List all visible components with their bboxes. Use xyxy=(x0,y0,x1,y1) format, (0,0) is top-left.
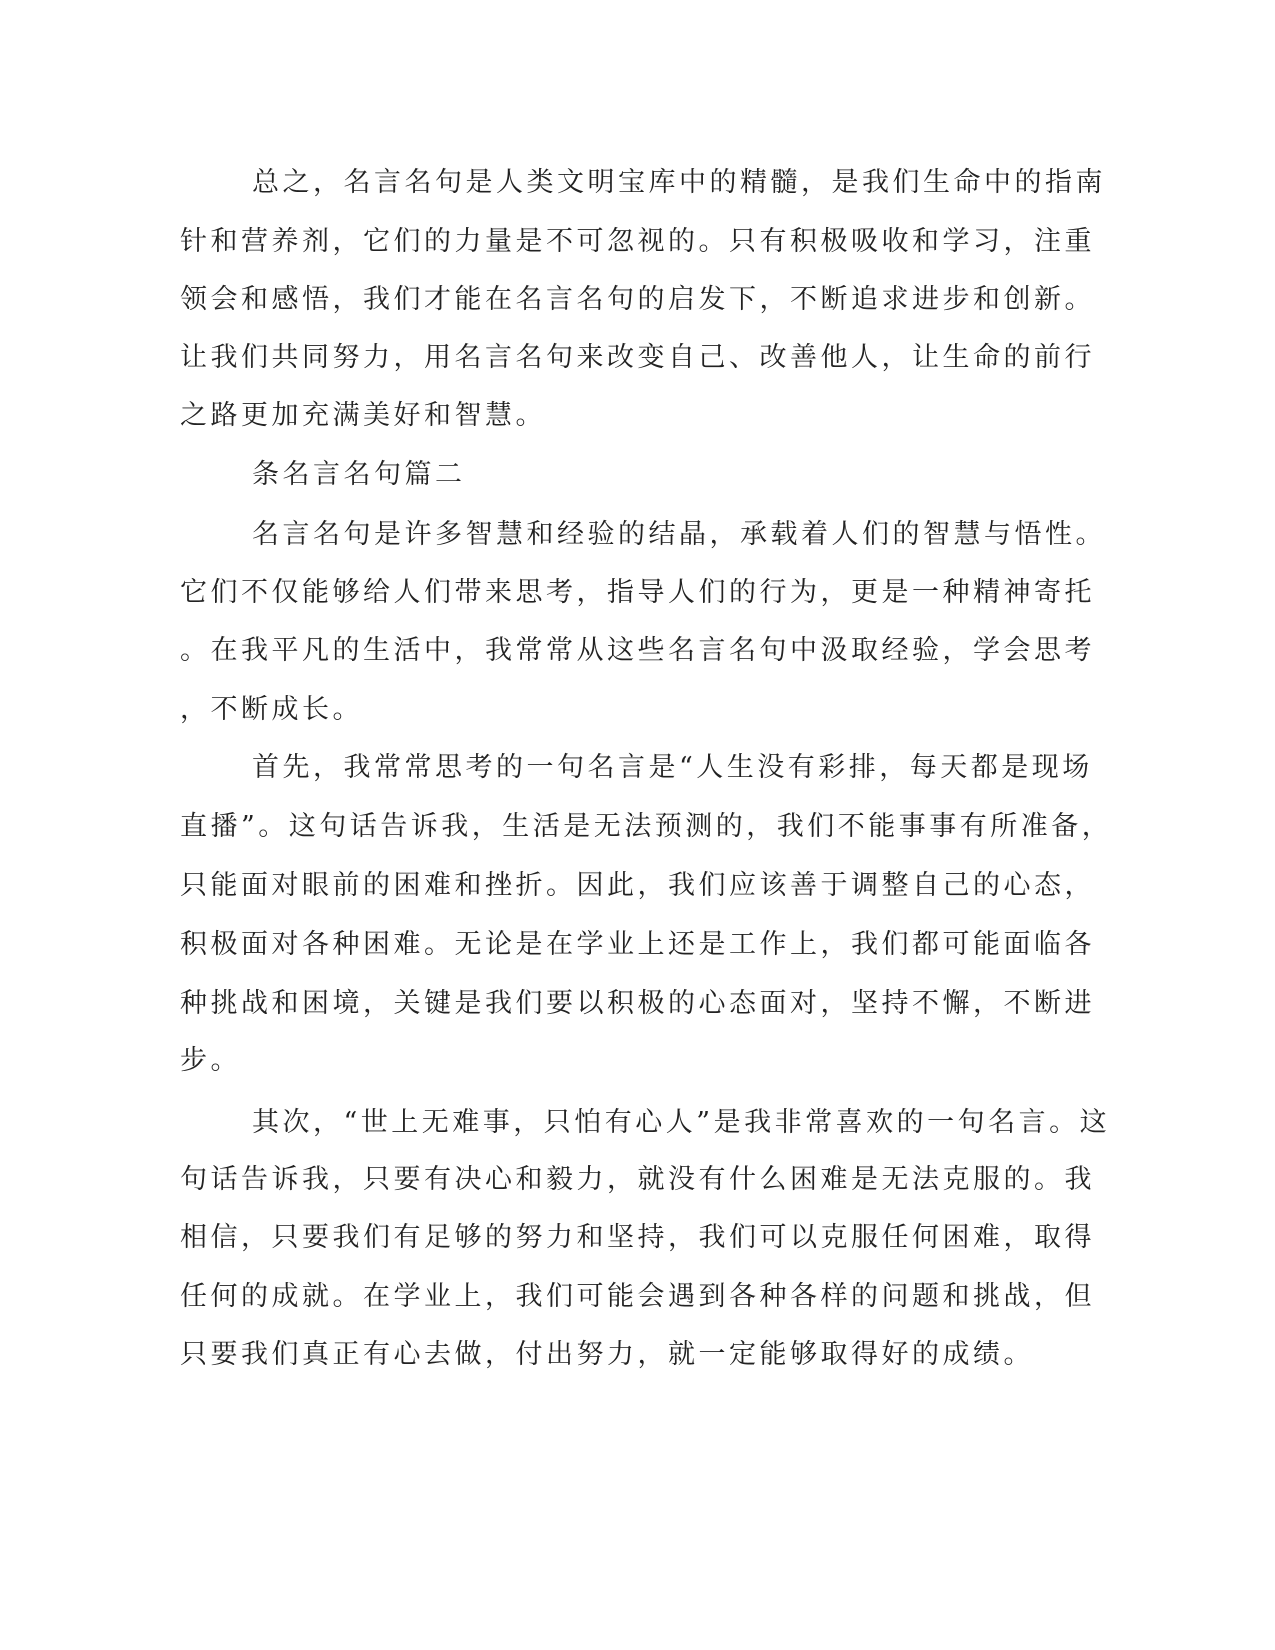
paragraph-line: 其次，“世上无难事，只怕有心人”是我非常喜欢的一句名言。这 xyxy=(252,1107,1111,1138)
paragraph-line: 针和营养剂，它们的力量是不可忽视的。只有积极吸收和学习，注重 xyxy=(180,226,1095,257)
paragraph-line: 直播”。这句话告诉我，生活是无法预测的，我们不能事事有所准备， xyxy=(180,811,1113,842)
paragraph-line: 名言名句是许多智慧和经验的结晶，承载着人们的智慧与悟性。 xyxy=(252,519,1106,550)
paragraph-line: 步。 xyxy=(180,1045,241,1076)
paragraph-line: 积极面对各种困难。无论是在学业上还是工作上，我们都可能面临各 xyxy=(180,929,1095,960)
paragraph-line: 首先，我常常思考的一句名言是“人生没有彩排，每天都是现场 xyxy=(252,752,1093,783)
paragraph-line: 句话告诉我，只要有决心和毅力，就没有什么困难是无法克服的。我 xyxy=(180,1164,1095,1195)
paragraph-line: 相信，只要我们有足够的努力和坚持，我们可以克服任何困难，取得 xyxy=(180,1222,1095,1253)
paragraph-line: ，不断成长。 xyxy=(180,694,363,725)
paragraph-line: 任何的成就。在学业上，我们可能会遇到各种各样的问题和挑战，但 xyxy=(180,1281,1095,1312)
paragraph-line: 只能面对眼前的困难和挫折。因此，我们应该善于调整自己的心态， xyxy=(180,870,1095,901)
paragraph-line: 总之，名言名句是人类文明宝库中的精髓，是我们生命中的指南 xyxy=(252,167,1106,198)
paragraph-line: 让我们共同努力，用名言名句来改变自己、改善他人，让生命的前行 xyxy=(180,342,1095,373)
paragraph-line: 种挑战和困境，关键是我们要以积极的心态面对，坚持不懈，不断进 xyxy=(180,988,1095,1019)
section-heading: 条名言名句篇二 xyxy=(252,459,466,490)
paragraph-line: 领会和感悟，我们才能在名言名句的启发下，不断追求进步和创新。 xyxy=(180,284,1095,315)
paragraph-line: 之路更加充满美好和智慧。 xyxy=(180,400,546,431)
paragraph-line: 。在我平凡的生活中，我常常从这些名言名句中汲取经验，学会思考 xyxy=(180,635,1095,666)
paragraph-line: 只要我们真正有心去做，付出努力，就一定能够取得好的成绩。 xyxy=(180,1339,1034,1370)
paragraph-line: 它们不仅能够给人们带来思考，指导人们的行为，更是一种精神寄托 xyxy=(180,577,1095,608)
